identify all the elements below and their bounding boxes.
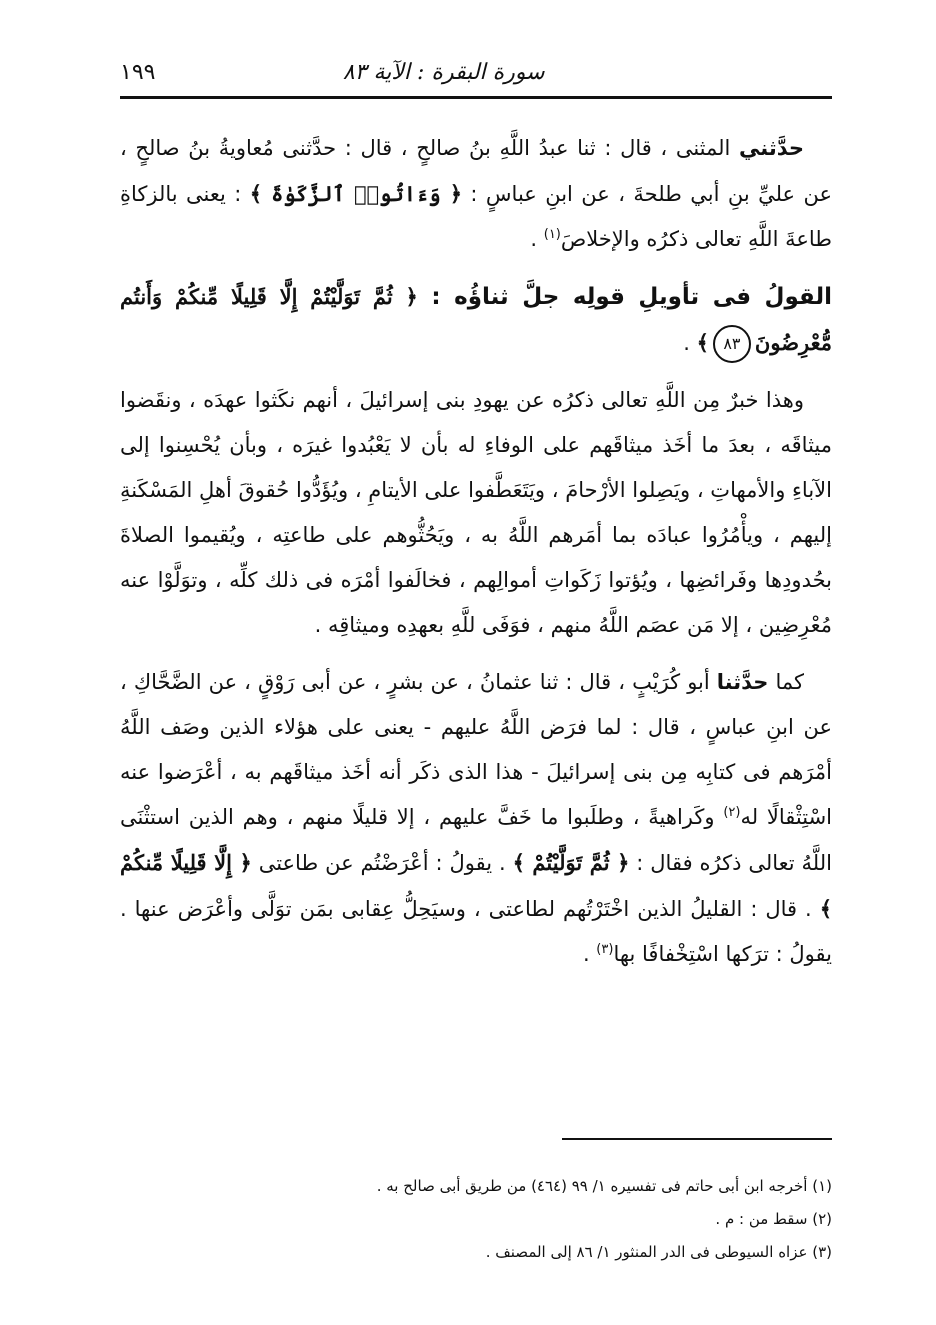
footnote-ref: (٣) (596, 942, 614, 957)
footnote-ref: (١) (543, 227, 561, 242)
quran-bracket: ﴾ (696, 330, 709, 355)
paragraph-text: . قال : القليلُ الذين اخْتَرْتُهم لطاعتى ، وسيَحِلُّ عِقابى بمَن توَلَّى وأعْرَض عنها . يقولُ : ترَكها اسْتِخْفافًا بها (120, 897, 832, 966)
hadith-lead: حدَّثني (739, 136, 804, 160)
paragraph-text: أبو كُرَيْبٍ ، قال : ثنا عثمانُ ، عن بشرٍ ، عن أبى رَوْقٍ ، عن الضَّحَّاكِ ، عن ابنِ عباسٍ ، قال : لما فرَض اللَّهُ عليهم - يعنى على هؤلاء الذين وصَف اللَّهُ أمْرَهم فى كتابِه مِن بنى إسرائيلَ - هذا الذى ذكَر أنه أخَذ ميثاقَهم به ، أعْرَضوا عنه اسْتِثْقالًا له (120, 670, 832, 829)
running-header (120, 52, 832, 92)
section-heading (120, 274, 832, 366)
hadith-lead: حدَّثنا (716, 670, 769, 694)
paragraph-end: . (582, 942, 597, 966)
quran-verse: ﴿ ثُمَّ تَوَلَّيْتُمْ إِلَّا قَلِيلًا مِّنكُمْ وَأَنتُم مُّعْرِضُونَ (120, 284, 832, 355)
paragraph-text: المثنى ، قال : ثنا عبدُ اللَّهِ بنُ صالحٍ ، قال : حدَّثنى مُعاويةُ بنُ صالحٍ ، عن عليِّ بنِ أبي طلحةَ ، عن ابنِ عباسٍ : (120, 136, 832, 206)
paragraph-4 (120, 660, 832, 977)
heading-lead: القولُ فى تأويلِ قولِه جلَّ ثناؤُه : (417, 284, 833, 310)
paragraph-text: : يعنى بالزكاةِ طاعةَ اللَّهِ تعالى ذكرُه والإخلاصَ (120, 182, 832, 251)
paragraph-1 (120, 126, 832, 262)
main-text (120, 126, 832, 989)
footnote-rule (562, 1138, 832, 1140)
quran-quote: ﴿ وَءَاتُوا۟ ٱلزَّكَوٰةَ ﴾ (249, 181, 463, 206)
page-number: ١٩٩ (120, 59, 156, 85)
footnote-ref: (٢) (723, 805, 741, 820)
paragraph-text: كما (768, 670, 804, 694)
paragraph-3: وهذا خبرٌ مِن اللَّهِ تعالى ذكرُه عن يهودِ بنى إسرائيلَ ، أنهم نكَثوا عهدَه ، ونقَضوا ميثاقَه ، بعدَ ما أخَذ ميثاقَهم على الوفاءِ له بأن لا يَعْبُدوا غيرَه ، وبأن يُحْسِنوا إلى الآباءِ والأمهاتِ ، ويَصِلوا الأرْحامَ ، ويَتَعَطَّفوا على الأيتامِ ، ويُؤَدُّوا حُقوقَ أهلِ المَسْكَنةِ إليهم ، ويأْمُرُوا عبادَه بما أمَرهم اللَّهُ به ، ويَحُثُّوهم على طاعتِه ، ويُقيموا الصلاةَ بحُدودِها وفَرائضِها ، ويُؤتوا زَكَواتِ أموالِهم ، فخالَفوا أمْرَه فى ذلك كلِّه ، وتوَلَّوْا عنه مُعْرِضِين ، إلا مَن عصَم اللَّهُ منهم ، فوَفَى للَّهِ بعهدِه وميثاقِه . (120, 388, 832, 637)
paragraph-text: وكَراهيةً ، وطلَبوا ما خَفَّ عليهم ، إلا قليلًا منهم ، وهم الذين استثْنَى اللَّهُ تعالى ذكرُه فقال : (120, 805, 832, 875)
quran-quote: ﴿ ثُمَّ تَوَلَّيْتُمْ ﴾ (512, 850, 630, 875)
quran-quote: ﴿ إِلَّا قَلِيلًا مِّنكُمْ ﴾ (120, 850, 832, 921)
paragraph-end: . (530, 227, 544, 251)
paragraph-text: . يقولُ : أعْرَضْتُم عن طاعتى (251, 851, 513, 875)
header-rule (120, 96, 832, 99)
verse-number-badge: ٨٣ (713, 325, 751, 363)
surah-title: سورة البقرة : الآية ٨٣ (342, 59, 545, 85)
paragraph-end: . (683, 331, 697, 355)
footnote-2: (٢) سقط من : م . (715, 1210, 832, 1228)
footnotes (120, 1170, 832, 1269)
footnote-1: (١) أخرجه ابن أبى حاتم فى تفسيره ١/ ٩٩ (٤٦٤) من طريق أبى صالح به . (376, 1177, 832, 1195)
footnote-3: (٣) عزاه السيوطى فى الدر المنثور ١/ ٨٦ إلى المصنف . (485, 1243, 832, 1261)
